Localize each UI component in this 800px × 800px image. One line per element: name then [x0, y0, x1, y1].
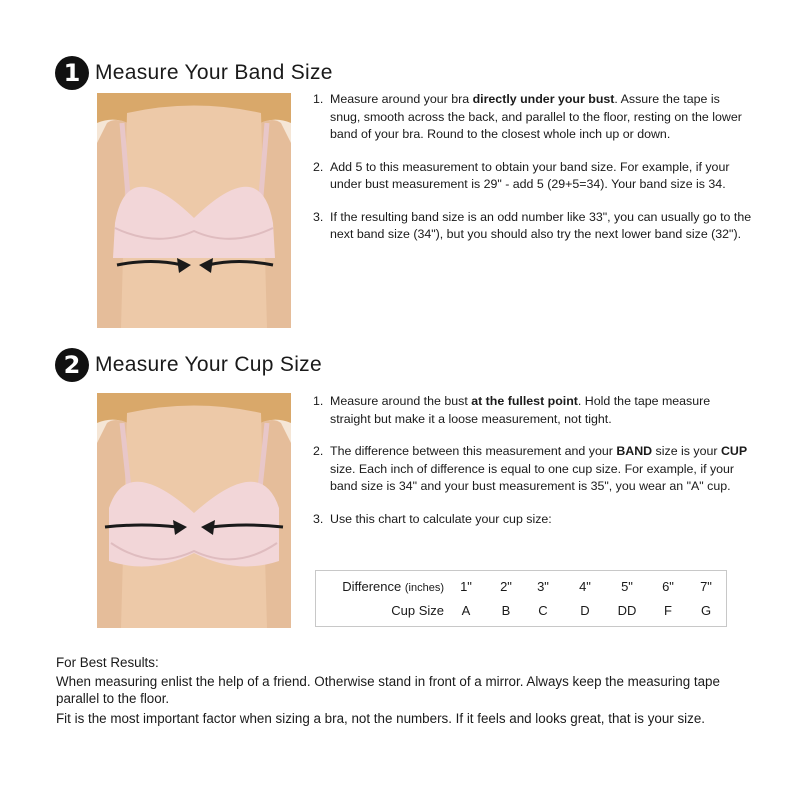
difference-cell: 6" [662, 579, 674, 594]
cup-cell: B [501, 603, 511, 618]
band-step-2 [313, 159, 753, 194]
cup-steps [313, 393, 753, 543]
step-number: 2. [313, 159, 324, 174]
step-text-emphasis: directly under your bust [472, 92, 615, 106]
step-text-part: Measure around your bra [330, 92, 473, 106]
section-title: Measure Your Band Size [95, 61, 333, 84]
step-text [330, 443, 753, 496]
section-1-header [55, 56, 333, 90]
step-text: If the resulting band size is an odd number like 33", you can usually go to the next band size (34"), but you should also try the next lower band size (32"). [330, 209, 752, 241]
difference-cell: 2" [500, 579, 512, 594]
step-text [330, 91, 753, 144]
step-text [330, 393, 753, 428]
difference-cell: 3" [537, 579, 549, 594]
cup-cell: A [461, 603, 471, 618]
band-step-1 [313, 91, 753, 144]
step-text-part: . Hold the tape measure straight but make it a loose measurement, not tight. [330, 394, 711, 426]
difference-cell: 1" [460, 579, 472, 594]
difference-label [342, 579, 444, 594]
band-step-3 [313, 209, 753, 244]
difference-cell: 7" [700, 579, 712, 594]
cup-measure-photo [97, 393, 291, 628]
step-number: 3. [313, 511, 324, 526]
difference-cell: 5" [621, 579, 633, 594]
cup-cell: G [700, 603, 712, 618]
cup-cell: DD [617, 603, 637, 618]
step-text-emphasis: BAND [616, 444, 653, 458]
cup-cell: C [538, 603, 548, 618]
step-text-part: . Assure the tape is snug, smooth across the back, and parallel to the floor, resting on the lower band of your bra. Round to the closest whole inch up or down. [330, 92, 742, 141]
cup-step-2 [313, 443, 753, 496]
section-title: Measure Your Cup Size [95, 353, 322, 376]
cup-cell: D [580, 603, 590, 618]
step-number: 1. [313, 394, 324, 408]
step-text-part: The difference between this measurement and your [330, 444, 617, 458]
band-measure-photo [97, 93, 291, 328]
cup-size-label: Cup Size [391, 603, 444, 618]
cup-step-3 [313, 511, 753, 529]
step-number: 2. [313, 444, 324, 458]
cup-step-1 [313, 393, 753, 428]
tips-heading: For Best Results: [56, 655, 159, 670]
difference-cell: 4" [579, 579, 591, 594]
cup-size-row [316, 603, 726, 623]
tips-line-1: When measuring enlist the help of a friend. Otherwise stand in front of a mirror. Always keep the measuring tape parallel to the floor. [56, 674, 720, 706]
step-text-emphasis: CUP [720, 444, 748, 458]
step-text-part: Measure around the bust [330, 394, 472, 408]
step-number: 1. [313, 92, 324, 106]
step-text: Use this chart to calculate your cup size: [330, 511, 552, 526]
tips-line-2: Fit is the most important factor when sizing a bra, not the numbers. If it feels and looks great, that is your size. [56, 711, 706, 726]
difference-label-text: Difference [342, 579, 402, 594]
best-results-notes [56, 654, 756, 727]
cup-size-chart [315, 570, 727, 627]
cup-cell: F [664, 603, 672, 618]
step-number: 3. [313, 209, 324, 224]
band-steps [313, 91, 753, 259]
step-number-badge: 1 [55, 56, 89, 90]
step-text-emphasis: at the fullest point [471, 394, 578, 408]
step-text: Add 5 to this measurement to obtain your band size. For example, if your under bust measurement is 29" - add 5 (29+5=34). Your band size is 34. [330, 159, 730, 191]
step-text-part: size. Each inch of difference is equal to one cup size. For example, if your band size is 34" and your bust measurement is 35", you wear an "A" cup. [330, 461, 735, 493]
step-text-part: size is your [652, 444, 721, 458]
difference-row [316, 579, 726, 599]
difference-unit: (inches) [404, 582, 444, 594]
step-number-badge: 2 [55, 348, 89, 382]
section-2-header [55, 348, 322, 382]
